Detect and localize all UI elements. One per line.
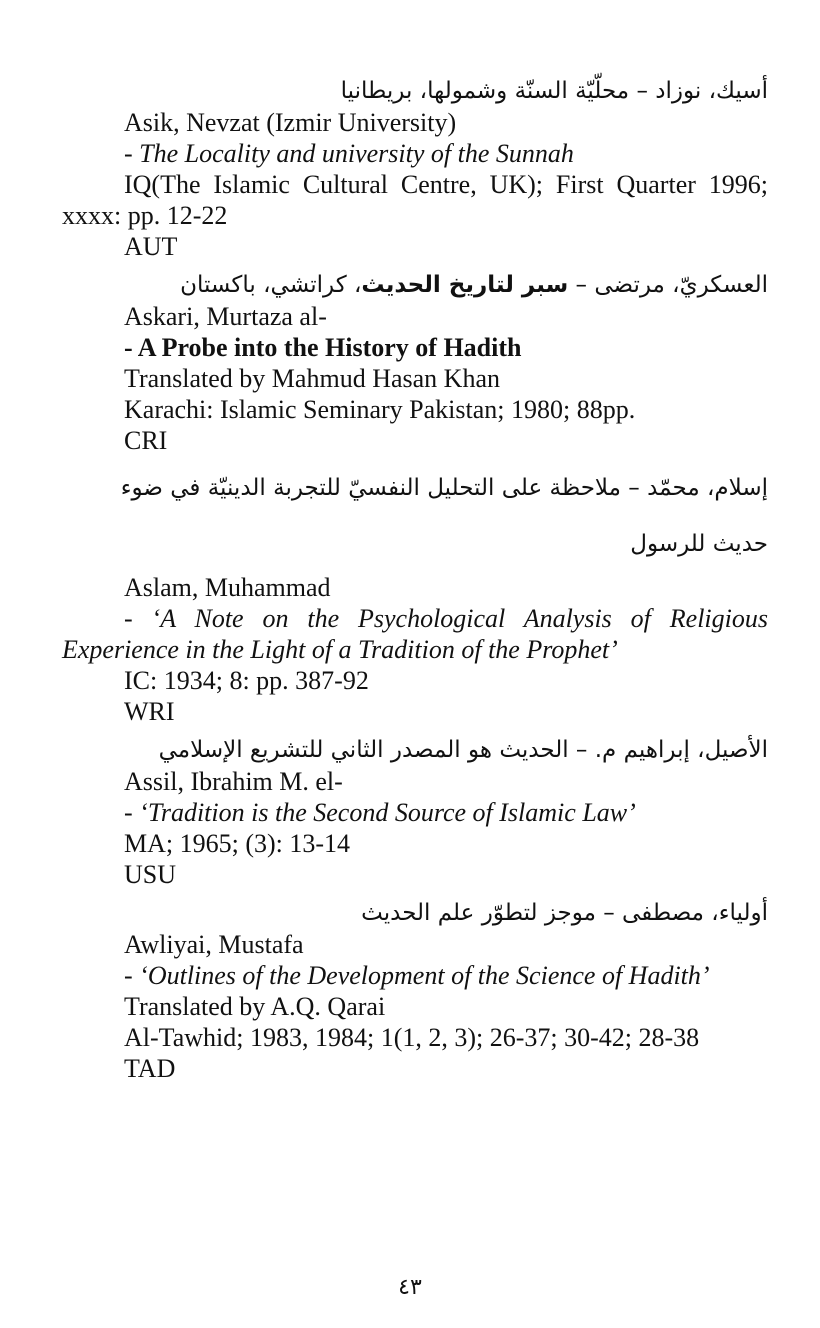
arabic-title: سبر لتاريخ الحديث: [361, 272, 569, 298]
page-number: ٤٣: [398, 1275, 422, 1300]
entry-code: WRI: [124, 697, 175, 726]
entry-author: Awliyai, Mustafa: [124, 930, 304, 959]
entry-translator: Translated by A.Q. Qarai: [124, 992, 386, 1021]
arabic-citation: أسيك، نوزاد – محلّيّة السنّة وشمولها، بريطانيا: [340, 78, 768, 104]
arabic-author: العسكريّ، مرتضى –: [568, 272, 768, 298]
entry-author: Askari, Murtaza al-: [124, 302, 327, 331]
arabic-citation: أولياء، مصطفى – موجز لتطوّر علم الحديث: [361, 900, 768, 926]
entry-source: IQ(The Islamic Cultural Centre, UK); First Quarter 1996; xxxx: pp. 12-22: [62, 170, 768, 230]
entry-author: Aslam, Muhammad: [124, 573, 331, 602]
entry-author: Asik, Nevzat (Izmir University): [124, 108, 457, 137]
entry-source: IC: 1934; 8: pp. 387-92: [124, 666, 369, 695]
entry-title: - The Locality and university of the Sunnah: [124, 139, 574, 168]
bibliography-entry: [62, 76, 768, 262]
bibliography-entry: [62, 735, 768, 890]
bibliography-page: [62, 76, 768, 1084]
entry-title: - ‘A Note on the Psychological Analysis of Religious Experience in the Light of a Tradition of the Prophet’: [62, 604, 768, 664]
arabic-place: ، كراتشي، باكستان: [180, 272, 362, 298]
entry-author: Assil, Ibrahim M. el-: [124, 767, 343, 796]
bibliography-entry: [62, 270, 768, 456]
entry-code: TAD: [124, 1054, 176, 1083]
arabic-citation: [62, 270, 768, 301]
entry-translator: Translated by Mahmud Hasan Khan: [124, 364, 500, 393]
bibliography-entry: [62, 898, 768, 1084]
entry-title: - A Probe into the History of Hadith: [124, 333, 522, 362]
entry-source: Al-Tawhid; 1983, 1984; 1(1, 2, 3); 26-37; 30-42; 28-38: [124, 1023, 700, 1052]
entry-title: - ‘Outlines of the Development of the Science of Hadith’: [124, 961, 710, 990]
entry-code: USU: [124, 860, 177, 889]
bibliography-entry: [62, 460, 768, 727]
entry-title: - ‘Tradition is the Second Source of Islamic Law’: [124, 798, 636, 827]
arabic-citation: الأصيل، إبراهيم م. – الحديث هو المصدر الثاني للتشريع الإسلامي: [158, 737, 768, 763]
arabic-citation: إسلام، محمّد – ملاحظة على التحليل النفسيّ للتجربة الدينيّة في ضوء حديث للرسول: [120, 475, 768, 557]
entry-source: MA; 1965; (3): 13-14: [124, 829, 351, 858]
entry-source: Karachi: Islamic Seminary Pakistan; 1980; 88pp.: [124, 395, 636, 424]
entry-code: CRI: [124, 426, 168, 455]
entry-code: AUT: [124, 232, 178, 261]
